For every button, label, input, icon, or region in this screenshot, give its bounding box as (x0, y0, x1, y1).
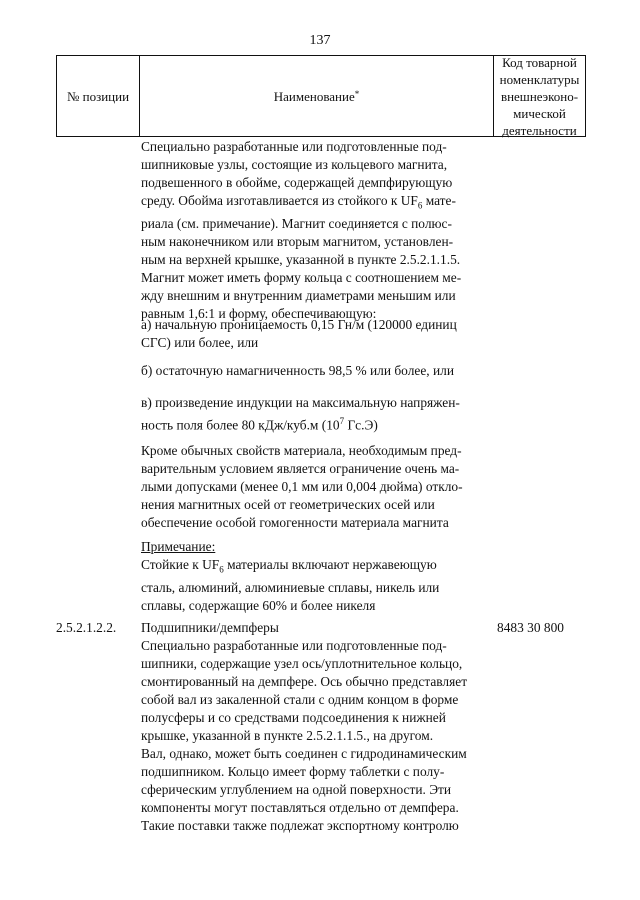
superscript: 7 (339, 416, 345, 426)
text-line: полусферы и со средствами подсоединения к нижней (141, 710, 446, 725)
text-line: б) остаточную намагниченность 98,5 % или более, или (141, 363, 454, 378)
text-line: подвешенного в обойме, содержащей демпфирующую (141, 175, 453, 190)
text-line: сплавы, содержащие 60% и более никеля (141, 597, 376, 613)
text-line: в) произведение индукции на максимальную напряжен- (141, 395, 460, 410)
note-label-text: Примечание: (141, 539, 216, 554)
header-code-line: внешнеэконо- (500, 88, 579, 104)
text-line: а) начальную проницаемость 0,15 Гн/м (120000 единиц (141, 317, 457, 332)
header-name (139, 55, 493, 137)
note (141, 538, 490, 615)
bearing-assembly-description (141, 138, 490, 323)
text-line: равным 1,6:1 и форму, обеспечивающую: (141, 305, 377, 321)
page-number: 137 (309, 33, 331, 48)
text-line (141, 412, 490, 434)
text-line: крышке, указанной в пункте 2.5.2.1.1.5., на другом. (141, 728, 434, 743)
header-code-line: номенклатуры (499, 71, 580, 87)
subscript: 6 (219, 564, 224, 575)
header-name-footnote-mark: * (354, 88, 360, 99)
text-line: Магнит может иметь форму кольца с соотношением ме- (141, 269, 462, 285)
entry-title: Подшипники/демпферы (141, 620, 279, 635)
text-line: смонтированный на демпфере. Ось обычно представляет (141, 674, 468, 689)
text-line: обеспечение особой гомогенности материала магнита (141, 515, 449, 530)
text-line: лыми допусками (менее 0,1 мм или 0,004 дюйма) откло- (141, 479, 463, 494)
text-line: Такие поставки также подлежат экспортному контролю (141, 818, 459, 833)
item-a (141, 316, 490, 352)
text-line: собой вал из закаленной стали с одним концом в форме (141, 692, 459, 707)
header-name-label: Наименование (273, 88, 355, 104)
text-line: Специально разработанные или подготовленные под- (141, 139, 447, 154)
text-line: шипниковые узлы, состоящие из кольцевого магнита, (141, 157, 448, 172)
text-line: жду внешним и внутренним диаметрами меньшим или (141, 287, 456, 303)
text-line: Вал, однако, может быть соединен с гидродинамическим (141, 746, 467, 761)
text-line: СГС) или более, или (141, 335, 259, 350)
text-fragment: материалы включают нержавеющую (223, 557, 437, 572)
text-line: риала (см. примечание). Магнит соединяется с полюс- (141, 215, 452, 231)
text-line: сталь, алюминий, алюминиевые сплавы, никель или (141, 579, 440, 595)
text-fragment: Стойкие к UF (141, 557, 220, 572)
header-code-line: Код товарной (502, 54, 577, 70)
header-code-line: деятельности (502, 122, 577, 138)
header-code (493, 55, 586, 137)
text-line: ным на верхней крышке, указанной в пункте 2.5.2.1.1.5. (141, 251, 461, 267)
text-fragment: мате- (422, 193, 456, 208)
extra-requirements (141, 442, 490, 532)
header-code-line: мической (513, 105, 566, 121)
text-line: нения магнитных осей от геометрических осей или (141, 497, 435, 512)
text-line: Специально разработанные или подготовленные под- (141, 638, 447, 653)
subscript: 6 (417, 200, 423, 211)
item-b (141, 362, 490, 380)
text-line (141, 556, 490, 579)
text-fragment: Гс.Э) (344, 417, 378, 433)
text-line: сферическим углублением на одной поверхности. Эти (141, 782, 452, 797)
text-line: варительным условием является ограничение очень ма- (141, 461, 460, 476)
text-line: шипники, содержащие узел ось/уплотнительное кольцо, (141, 656, 463, 671)
text-line: Кроме обычных свойств материала, необходимым пред- (141, 443, 462, 458)
bearings-dampers-entry (141, 619, 490, 835)
note-label (141, 538, 490, 556)
header-position (56, 55, 139, 137)
text-line: компоненты могут поставляться отдельно от демпфера. (141, 800, 459, 815)
text-line: ным наконечником или вторым магнитом, установлен- (141, 233, 454, 249)
text-line (141, 192, 490, 215)
entry-position-number: 2.5.2.1.2.2. (56, 620, 117, 635)
header-position-label: № позиции (66, 88, 130, 104)
text-line: подшипником. Кольцо имеет форму таблетки с полу- (141, 764, 445, 779)
entry-code: 8483 30 800 (497, 620, 564, 635)
text-fragment: среду. Обойма изготавливается из стойкого к UF (141, 193, 418, 208)
text-fragment: ность поля более 80 кДж/куб.м (10 (141, 417, 340, 433)
item-c (141, 394, 490, 434)
